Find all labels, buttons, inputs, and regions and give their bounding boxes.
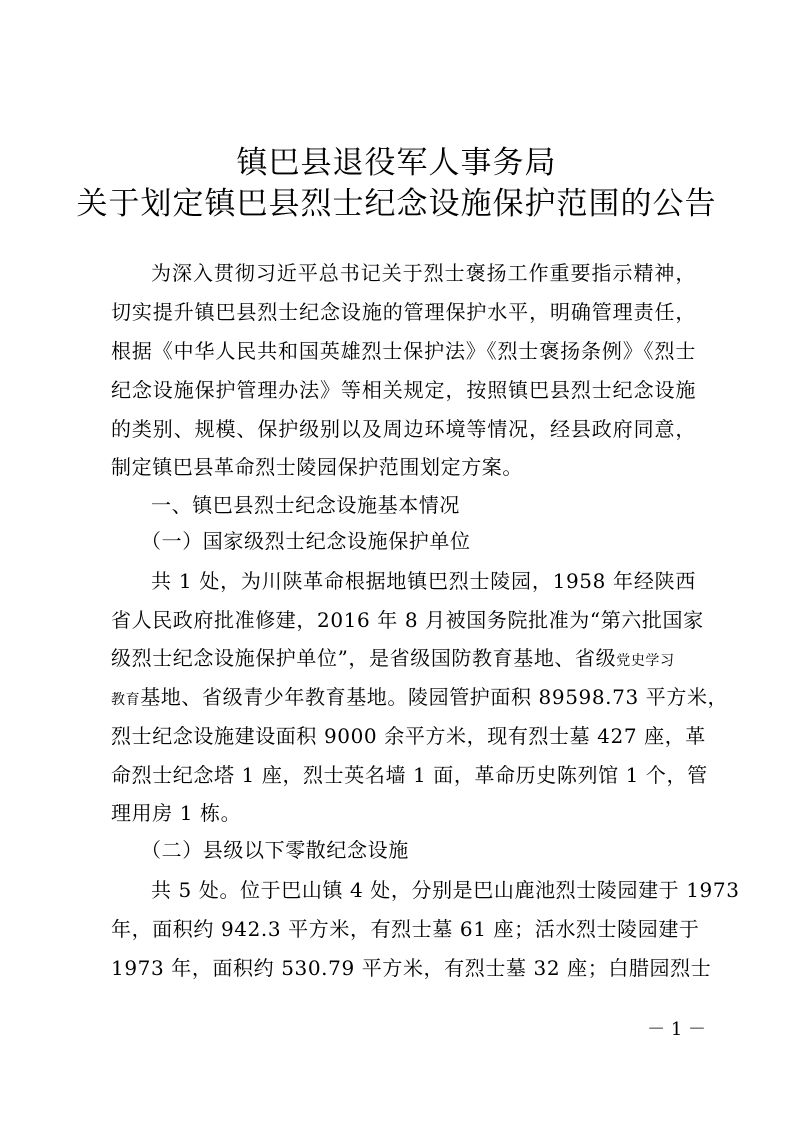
paragraph-2-line-3-small: 党史学习: [616, 653, 675, 669]
paragraph-1-line-4: 纪念设施保护管理办法》等相关规定，按照镇巴县烈士纪念设施: [111, 378, 696, 402]
paragraph-2-line-4: [111, 683, 729, 714]
page-number: － 1 －: [647, 1019, 706, 1040]
paragraph-3-line-2: 年，面积约 942.3 平方米，有烈士墓 61 座；活水烈士陵园建于: [111, 917, 700, 941]
paragraph-2-line-4-small: 教育: [111, 692, 141, 708]
paragraph-2-line-5: 烈士纪念设施建设面积 9000 余平方米，现有烈士墓 427 座，革: [111, 724, 706, 748]
document-title-line-1: 镇巴县退役军人事务局: [236, 145, 557, 181]
paragraph-2-line-1: 共 1 处，为川陕革命根据地镇巴烈士陵园，1958 年经陕西: [151, 569, 696, 593]
document-title-line-2: 关于划定镇巴县烈士纪念设施保护范围的公告: [76, 186, 717, 222]
paragraph-2-line-6: 命烈士纪念塔 1 座，烈士英名墙 1 面，革命历史陈列馆 1 个，管: [111, 763, 708, 787]
paragraph-2-line-3: [111, 644, 696, 675]
paragraph-1-line-3: 根据《中华人民共和国英雄烈士保护法》《烈士褒扬条例》《烈士: [111, 339, 696, 363]
subsection-2-heading: （二）县级以下零散纪念设施: [141, 838, 409, 862]
paragraph-2-line-4-main: 基地、省级青少年教育基地。陵园管护面积 89598.73 平方米，: [140, 685, 729, 709]
paragraph-1-line-6: 制定镇巴县革命烈士陵园保护范围划定方案。: [111, 455, 523, 479]
paragraph-2-line-3-main: 级烈士纪念设施保护单位”，是省级国防教育基地、省级: [111, 646, 617, 670]
section-1-heading: 一、镇巴县烈士纪念设施基本情况: [151, 493, 460, 517]
paragraph-2-line-2: 省人民政府批准修建，2016 年 8 月被国务院批准为“第六批国家: [111, 608, 704, 632]
subsection-1-heading: （一）国家级烈士纪念设施保护单位: [141, 529, 471, 553]
paragraph-2-line-7: 理用房 1 栋。: [111, 801, 242, 825]
paragraph-3-line-3: 1973 年，面积约 530.79 平方米，有烈士墓 32 座；白腊园烈士: [111, 956, 712, 980]
paragraph-1-line-5: 的类别、规模、保护级别以及周边环境等情况，经县政府同意，: [111, 417, 696, 441]
paragraph-3-line-1: 共 5 处。位于巴山镇 4 处，分别是巴山鹿池烈士陵园建于 1973: [151, 878, 740, 902]
paragraph-1-line-1: 为深入贯彻习近平总书记关于烈士褒扬工作重要指示精神，: [151, 261, 696, 285]
paragraph-1-line-2: 切实提升镇巴县烈士纪念设施的管理保护水平，明确管理责任，: [111, 300, 696, 324]
